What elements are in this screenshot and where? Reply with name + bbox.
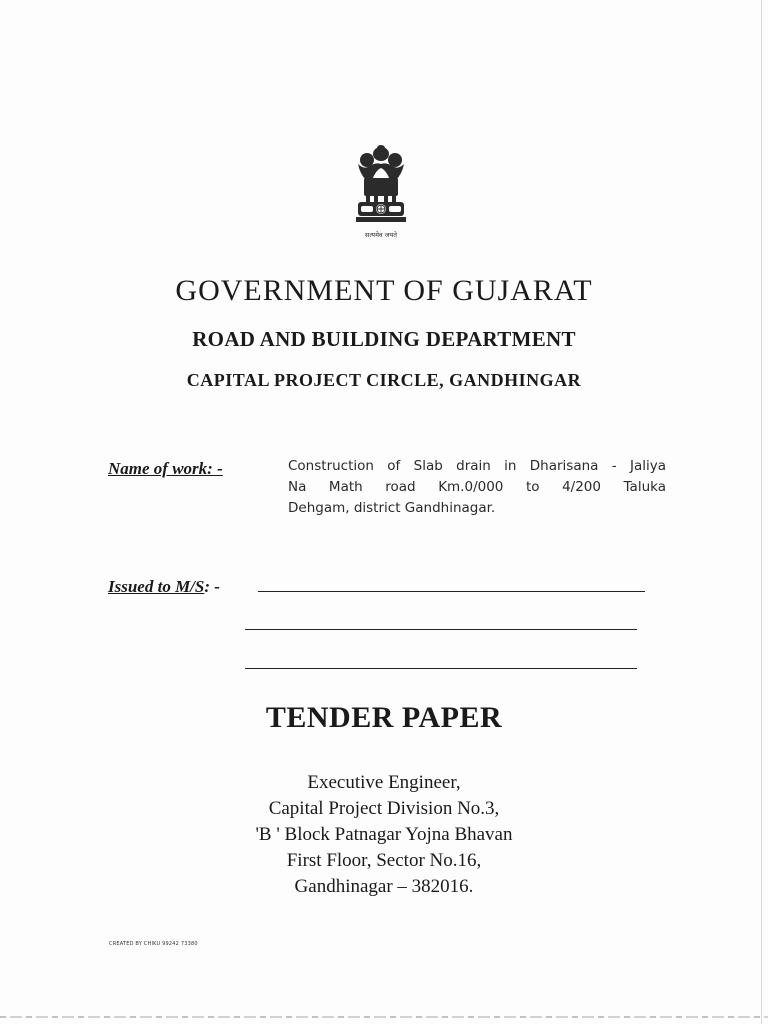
address-line: 'B ' Block Patnagar Yojna Bhavan bbox=[255, 824, 513, 845]
issuing-office-address bbox=[0, 770, 768, 900]
address-line: Capital Project Division No.3, bbox=[268, 798, 500, 819]
tender-paper-title: TENDER PAPER bbox=[265, 701, 503, 734]
emblem-motto: सत्यमेव जयते bbox=[365, 231, 397, 239]
work-description bbox=[288, 456, 666, 519]
issued-to-blank-line bbox=[245, 629, 637, 630]
footer-credit: CREATED BY CHIKU 99242 73380 bbox=[109, 941, 198, 947]
work-description-line: Na Math road Km.0/000 to 4/200 Taluka bbox=[288, 479, 666, 495]
national-emblem-icon bbox=[346, 140, 416, 250]
issued-to-blank-line bbox=[258, 591, 645, 592]
work-description-line: Dehgam, district Gandhinagar. bbox=[288, 500, 496, 516]
name-of-work-label: Name of work: - bbox=[108, 459, 223, 478]
address-line: Gandhinagar – 382016. bbox=[294, 876, 474, 897]
issued-to-blank-line bbox=[245, 668, 637, 669]
address-line: First Floor, Sector No.16, bbox=[286, 850, 482, 871]
department-heading: ROAD AND BUILDING DEPARTMENT bbox=[192, 327, 576, 351]
issued-to-label-suffix: : - bbox=[204, 577, 220, 596]
issued-to-label-text: Issued to M/S bbox=[108, 577, 205, 596]
work-description-line: Construction of Slab drain in Dharisana - Jaliya bbox=[288, 458, 666, 474]
address-line: Executive Engineer, bbox=[307, 772, 461, 793]
circle-heading: CAPITAL PROJECT CIRCLE, GANDHINGAR bbox=[186, 370, 582, 390]
scan-edge-bottom bbox=[0, 1016, 768, 1018]
government-heading: GOVERNMENT OF GUJARAT bbox=[175, 274, 593, 307]
issued-to-label bbox=[108, 577, 220, 597]
